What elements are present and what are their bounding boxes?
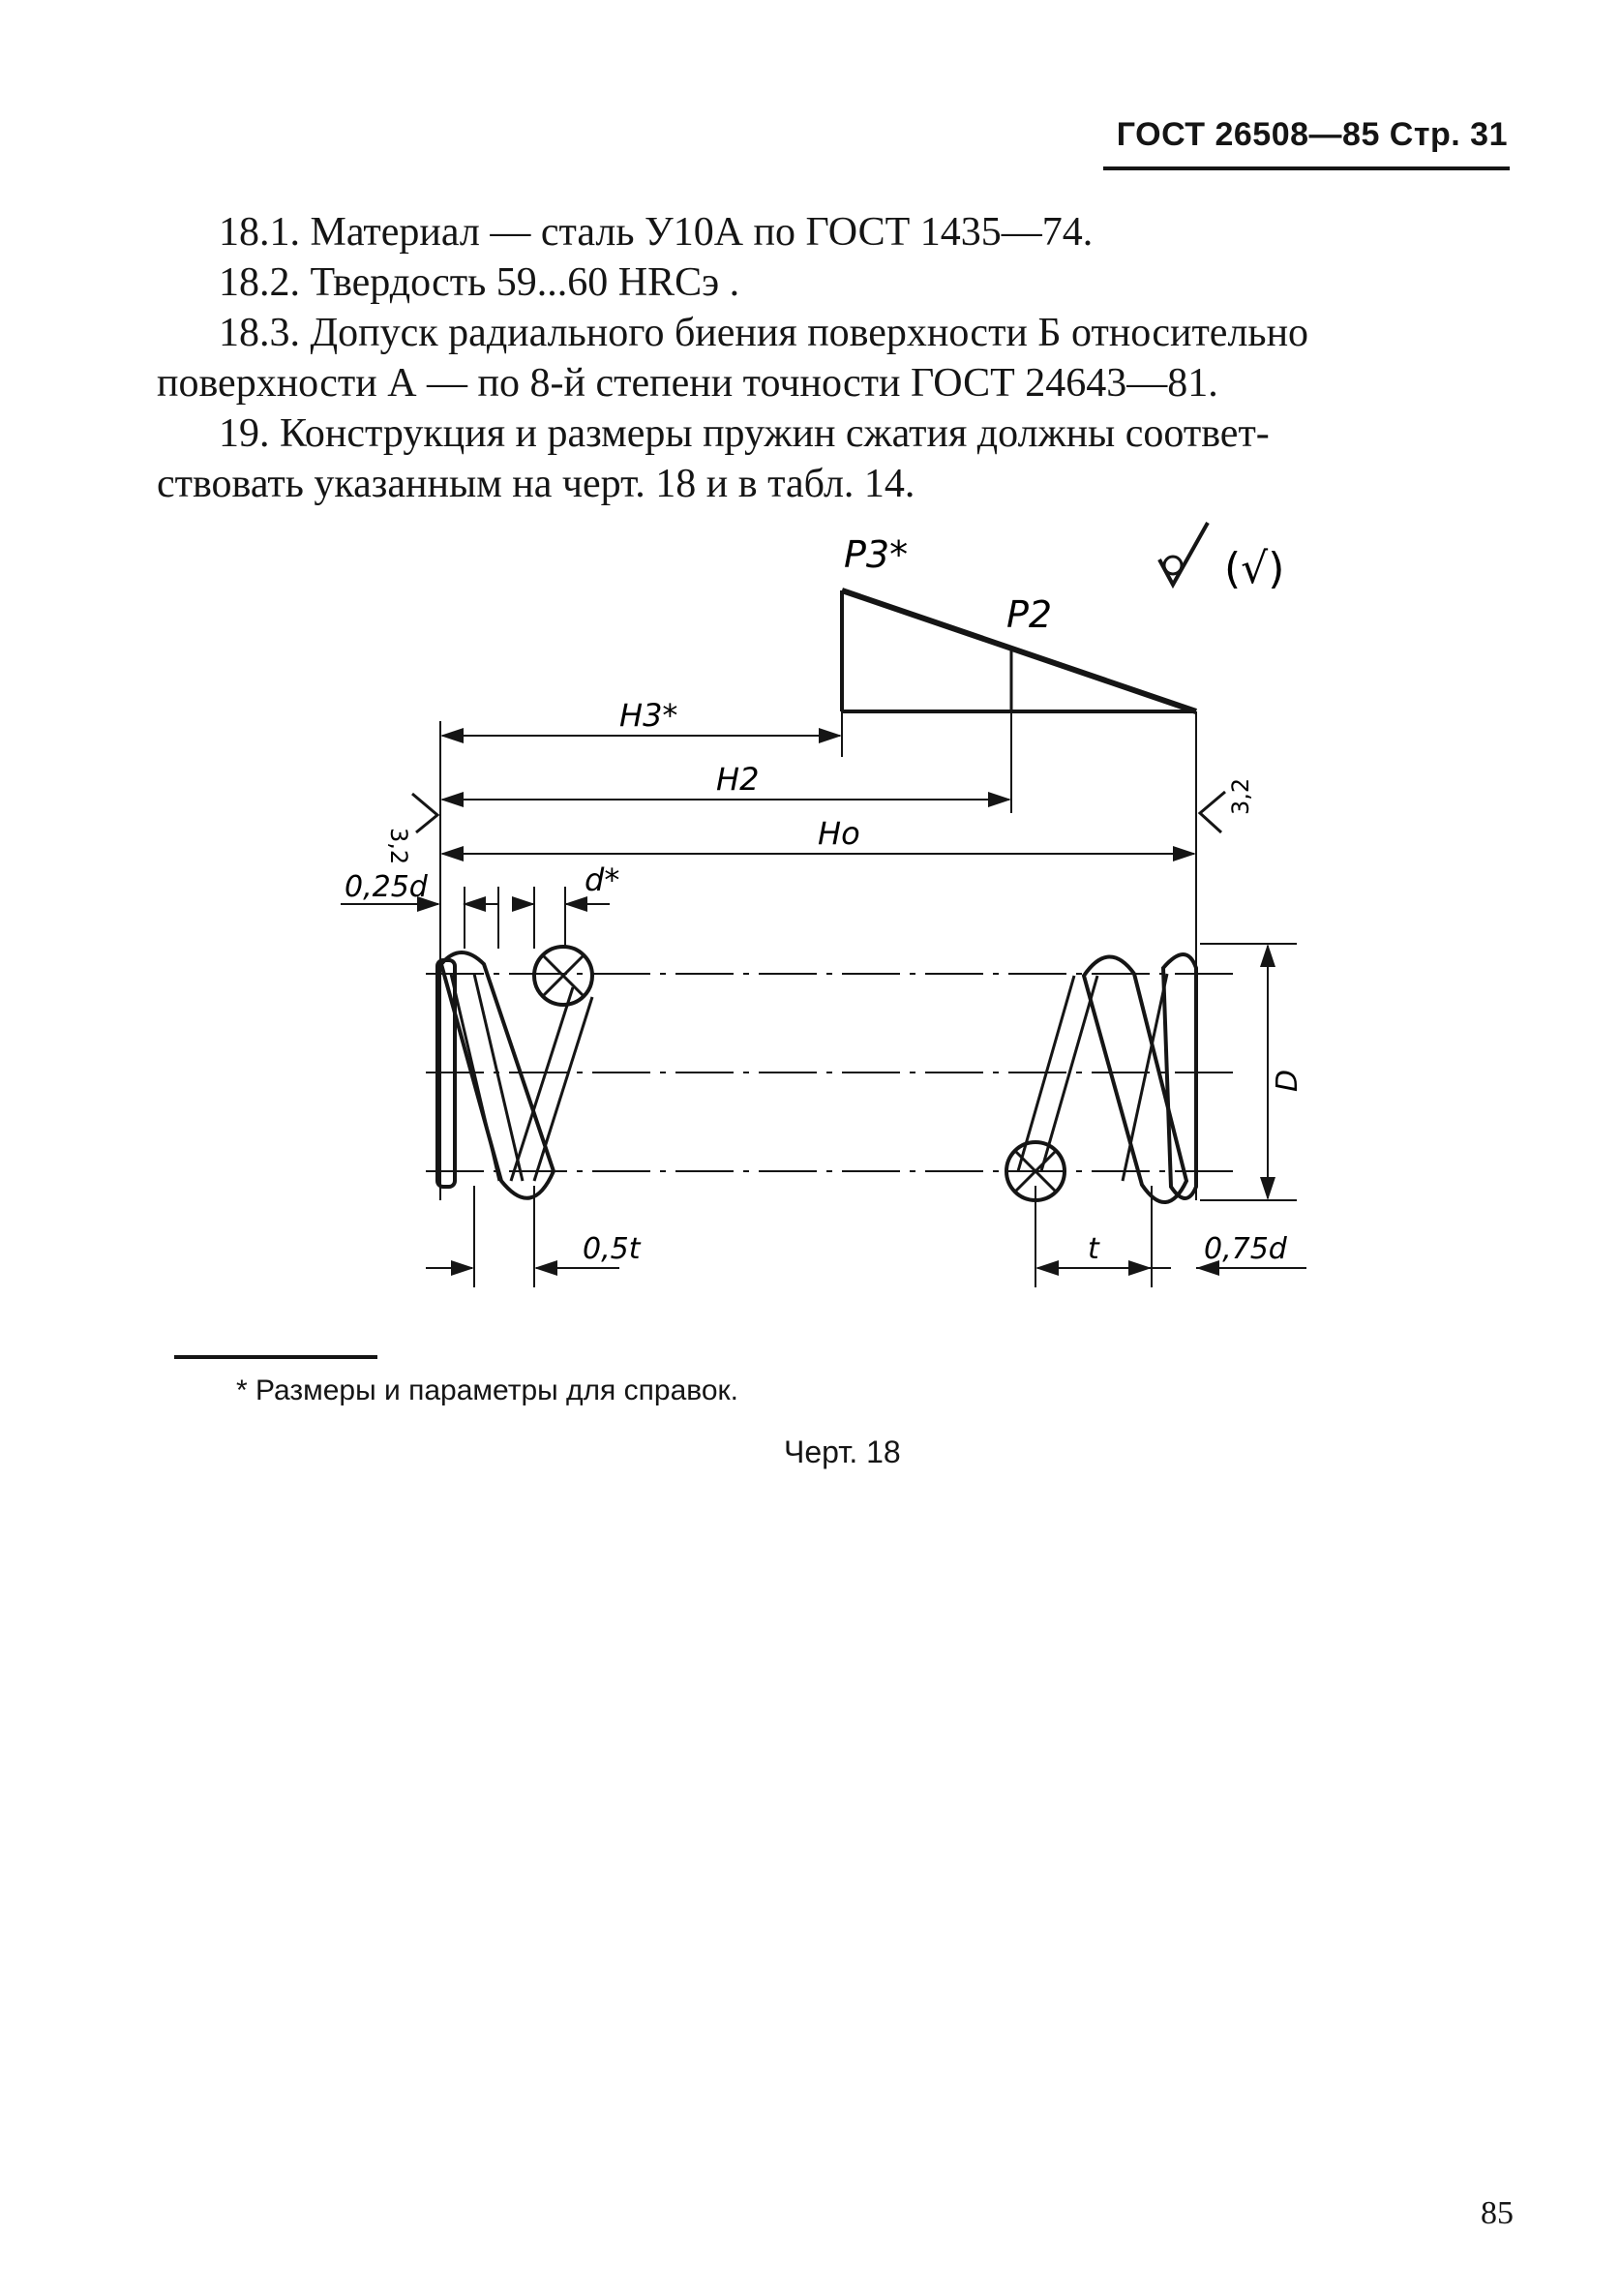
page-number: 85 bbox=[1481, 2195, 1514, 2231]
label-diameter: D bbox=[1271, 1069, 1305, 1092]
label-h2: H2 bbox=[716, 761, 760, 798]
label-coil-end-left: 0,25d bbox=[345, 870, 428, 904]
roughness-left-label: 3,2 bbox=[385, 828, 412, 865]
label-h0: Ho bbox=[818, 815, 860, 852]
paragraph-19-continued: ствовать указанным на черт. 18 и в табл. 14. bbox=[157, 462, 915, 506]
label-d-wire: d* bbox=[585, 861, 620, 898]
label-p3: P3* bbox=[844, 533, 909, 576]
figure-caption: Черт. 18 bbox=[784, 1435, 901, 1469]
footnote: * Размеры и параметры для справок. bbox=[236, 1375, 738, 1406]
label-h3: H3* bbox=[619, 697, 678, 734]
header-rule bbox=[1103, 166, 1510, 170]
label-coil-end-right: 0,75d bbox=[1204, 1232, 1287, 1266]
extension-lines bbox=[440, 711, 1196, 1200]
footnote-rule bbox=[174, 1355, 377, 1359]
roughness-general-label: (√) bbox=[1224, 544, 1285, 593]
paragraph-18-3-continued: поверхности А — по 8-й степени точности ГОСТ 24643—81. bbox=[157, 361, 1218, 406]
paragraph-18-3: 18.3. Допуск радиального биения поверхности Б относительно bbox=[219, 311, 1309, 355]
spring-drawing bbox=[329, 503, 1335, 1297]
paragraph-18-1: 18.1. Материал — сталь У10А по ГОСТ 1435—74. bbox=[219, 210, 1094, 255]
wire-dimension bbox=[405, 887, 610, 949]
roughness-left-icon bbox=[412, 794, 437, 832]
paragraph-18-2: 18.2. Твердость 59...60 HRCэ . bbox=[219, 260, 740, 305]
header-title: ГОСТ 26508—85 Стр. 31 bbox=[1116, 116, 1508, 153]
page-header bbox=[1103, 116, 1510, 170]
bottom-dimensions bbox=[426, 1186, 1306, 1287]
spring-coils-right bbox=[1006, 954, 1196, 1202]
label-pitch: t bbox=[1088, 1232, 1099, 1266]
label-half-pitch: 0,5t bbox=[583, 1232, 641, 1266]
roughness-right-label: 3,2 bbox=[1227, 777, 1254, 815]
paragraph-19: 19. Конструкция и размеры пружин сжатия должны соответ- bbox=[219, 411, 1270, 456]
roughness-general-icon bbox=[1159, 523, 1208, 585]
label-p2: P2 bbox=[1006, 593, 1053, 636]
roughness-right-icon bbox=[1200, 792, 1225, 832]
